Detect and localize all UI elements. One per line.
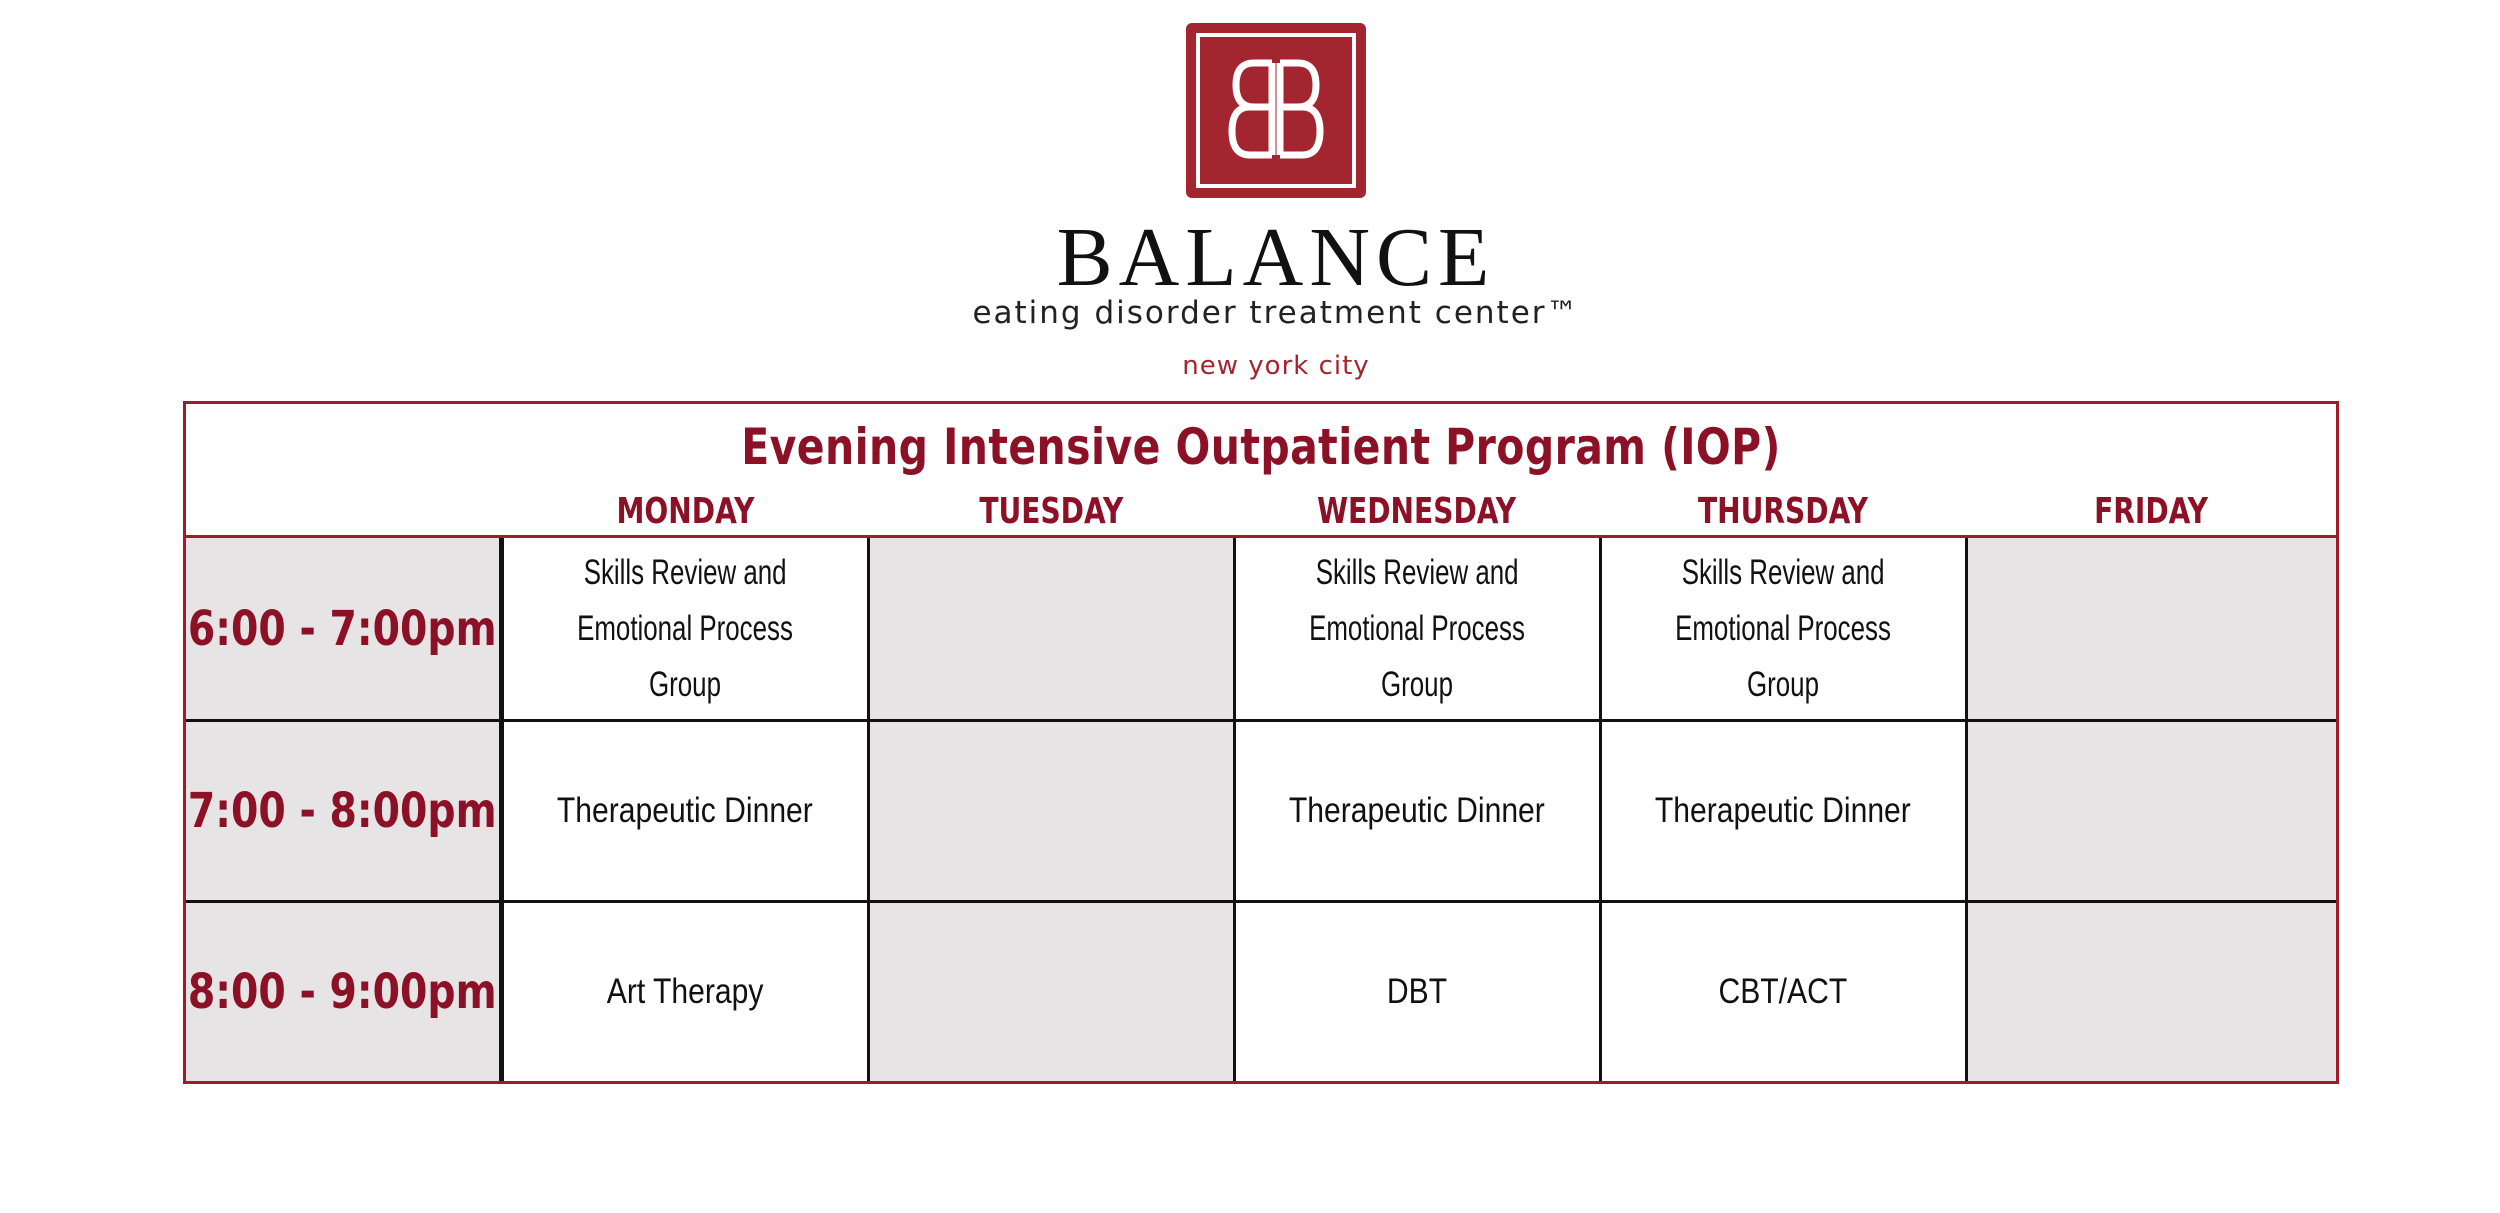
day-header-thursday: THURSDAY	[1698, 491, 1868, 532]
brand-name: BALANCE	[1056, 211, 1496, 304]
wednesday-slot-1: Skills Review and Emotional Process Group	[1234, 538, 1600, 719]
column-divider	[1599, 538, 1602, 1081]
time-slot-1: 6:00 - 7:00pm	[186, 538, 502, 719]
schedule-table	[183, 401, 2339, 1084]
friday-slot-2	[1966, 722, 2336, 900]
day-header-tuesday: TUESDAY	[978, 491, 1124, 532]
column-divider	[1965, 538, 1968, 1081]
time-slot-2: 7:00 - 8:00pm	[186, 722, 502, 900]
monday-slot-1: Skills Review and Emotional Process Group	[502, 538, 868, 719]
monday-slot-2: Therapeutic Dinner	[502, 722, 868, 900]
day-header-monday: MONDAY	[615, 491, 755, 532]
thursday-slot-1: Skills Review and Emotional Process Group	[1600, 538, 1966, 719]
double-b-logo-icon	[1186, 23, 1366, 198]
time-slot-3: 8:00 - 9:00pm	[186, 903, 502, 1081]
schedule-title: Evening Intensive Outpatient Program (IOP)	[741, 418, 1781, 476]
row-divider	[186, 900, 2336, 903]
row-divider	[186, 719, 2336, 722]
friday-slot-3	[1966, 903, 2336, 1081]
thursday-slot-3: CBT/ACT	[1600, 903, 1966, 1081]
tuesday-slot-2	[868, 722, 1234, 900]
tuesday-slot-1	[868, 538, 1234, 719]
tuesday-slot-3	[868, 903, 1234, 1081]
column-divider	[501, 538, 504, 1081]
thursday-slot-2: Therapeutic Dinner	[1600, 722, 1966, 900]
day-header-friday: FRIDAY	[2094, 491, 2208, 532]
brand-logo-mark	[1186, 23, 1366, 198]
brand-city: new york city	[1182, 351, 1370, 381]
wednesday-slot-2: Therapeutic Dinner	[1234, 722, 1600, 900]
monday-slot-3: Art Therapy	[502, 903, 868, 1081]
column-divider	[1233, 538, 1236, 1081]
day-header-wednesday: WEDNESDAY	[1317, 491, 1517, 532]
friday-slot-1	[1966, 538, 2336, 719]
column-divider	[867, 538, 870, 1081]
brand-tagline: eating disorder treatment center™	[972, 295, 1580, 331]
wednesday-slot-3: DBT	[1234, 903, 1600, 1081]
